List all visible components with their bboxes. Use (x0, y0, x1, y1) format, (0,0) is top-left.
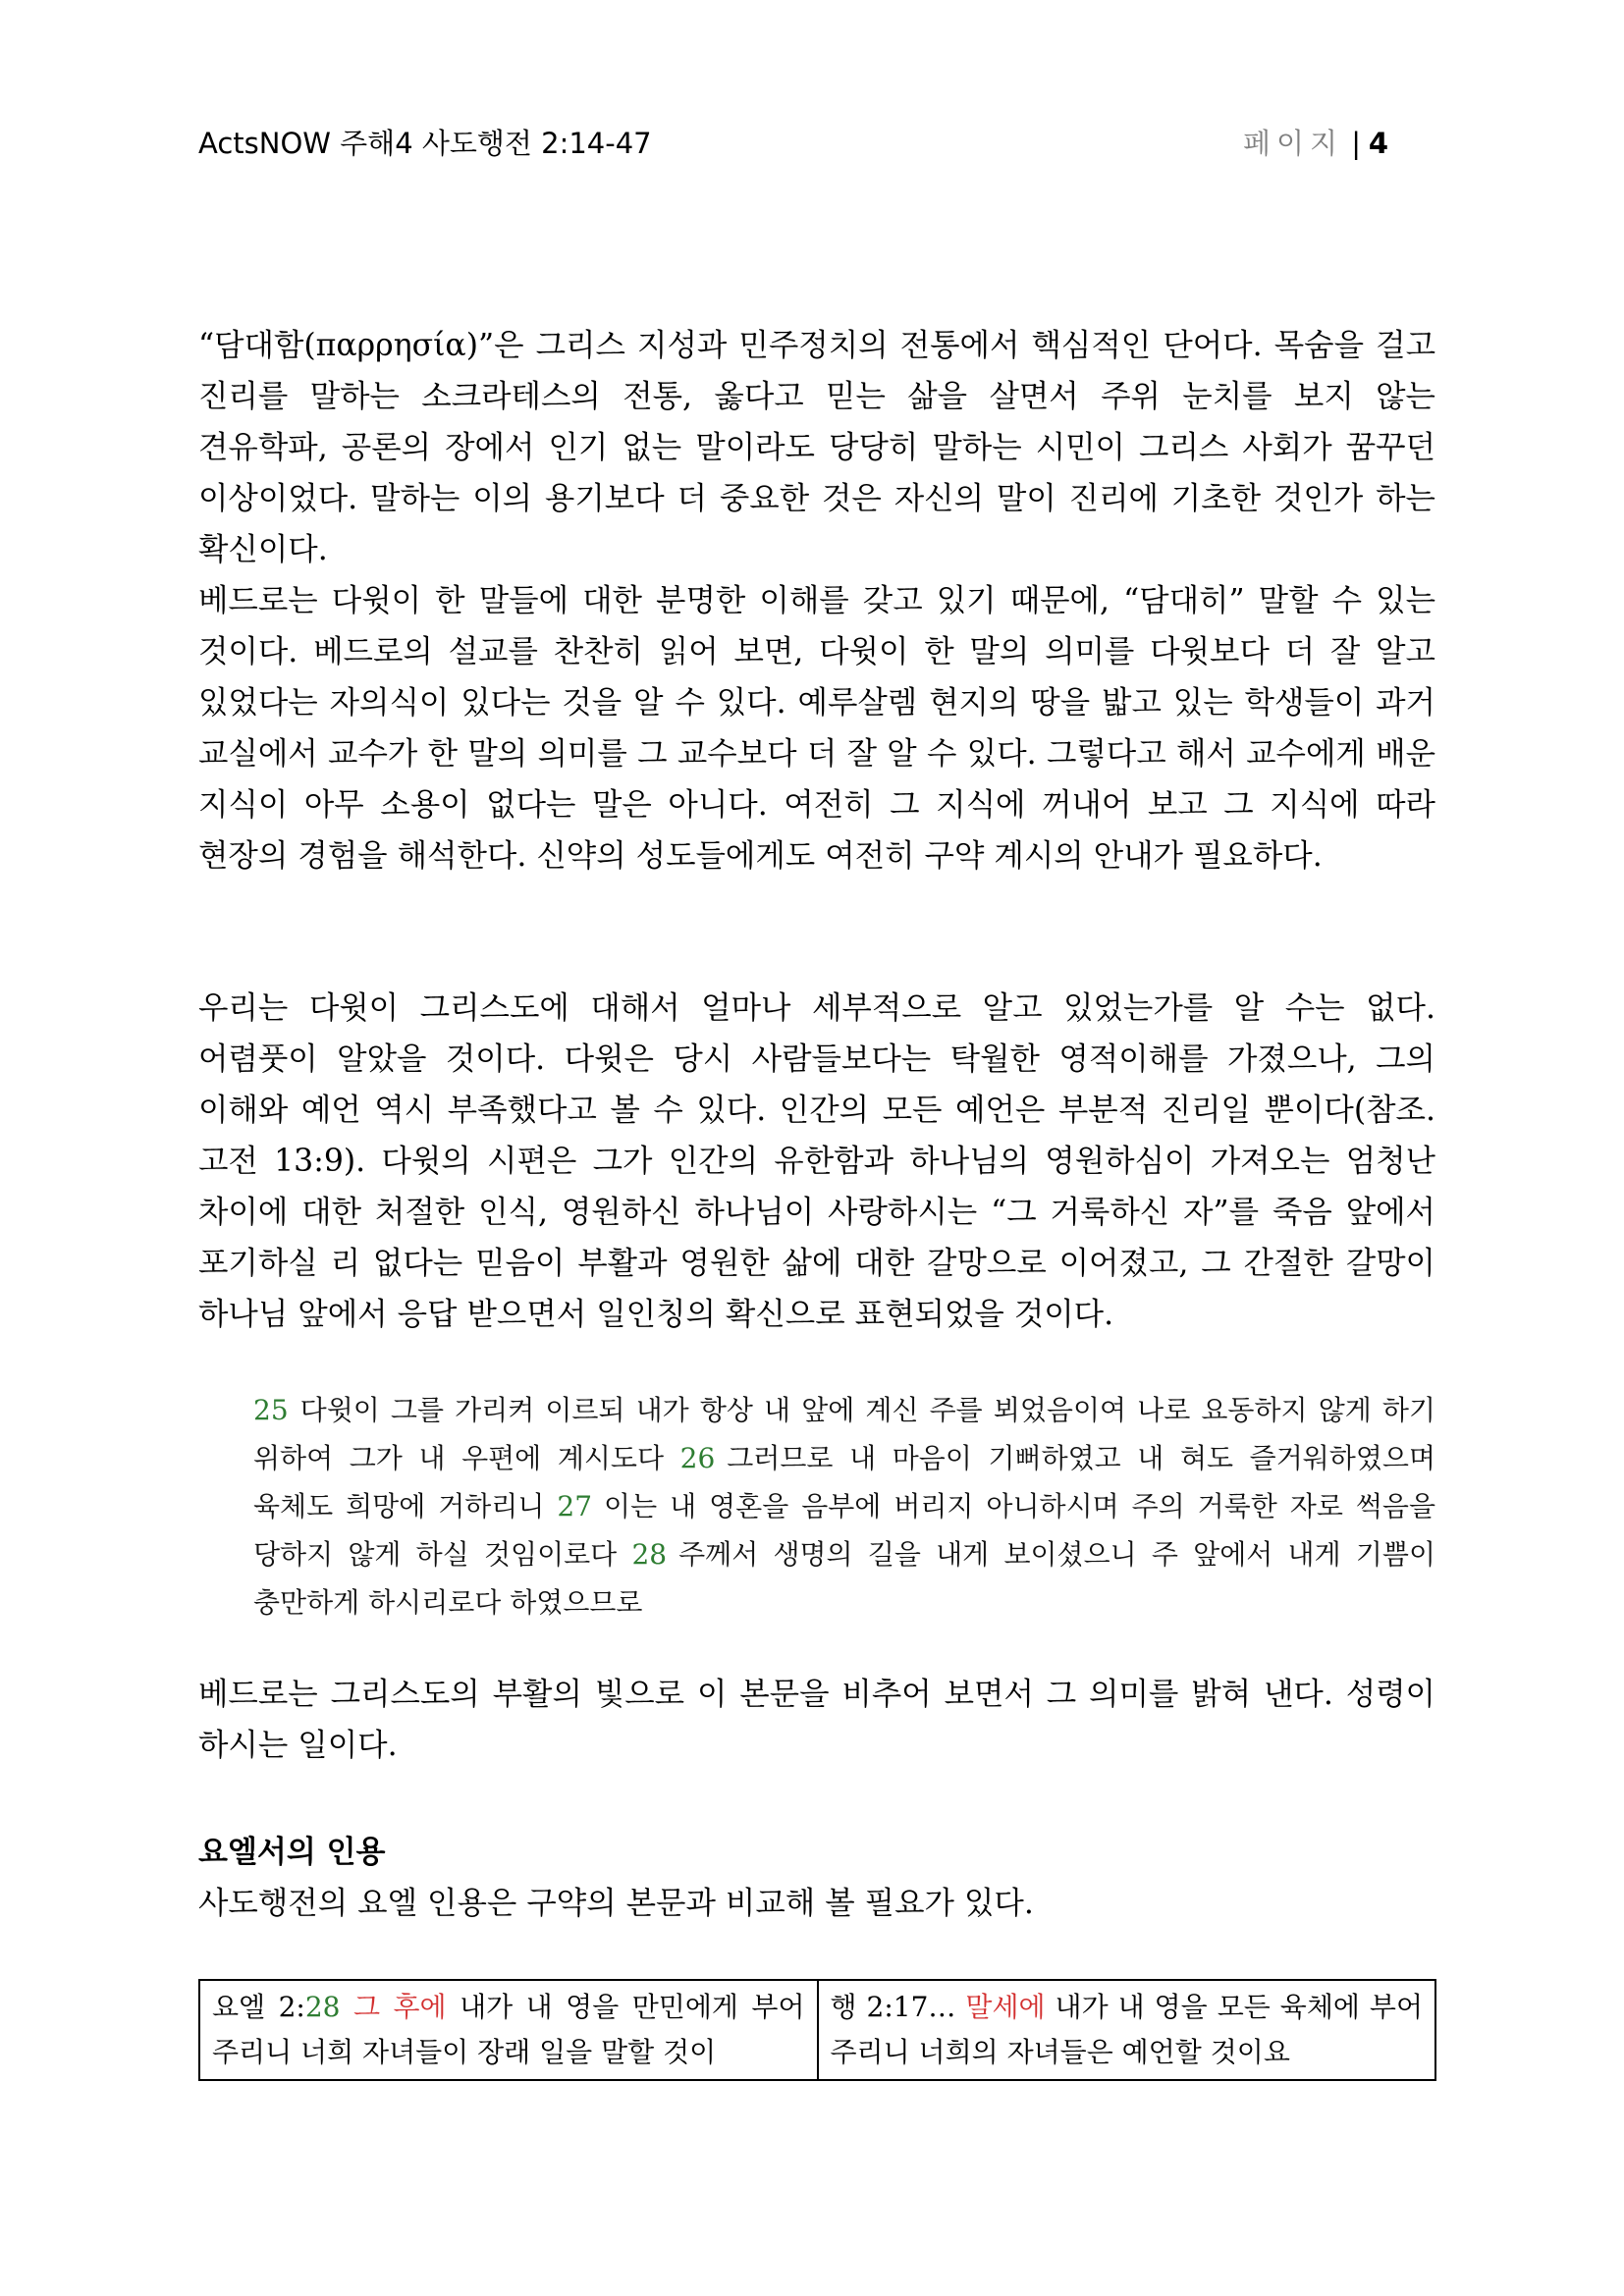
document-title: ActsNOW 주해4 사도행전 2:14-47 (198, 127, 652, 160)
comparison-table (198, 1979, 1436, 2081)
acts-cell (818, 1980, 1436, 2080)
page-separator: | (1351, 127, 1361, 160)
verse-number: 28 (631, 1538, 668, 1571)
verse-number: 25 (253, 1394, 289, 1426)
page-number: 4 (1368, 127, 1388, 160)
verse-text: 다윗이 그를 가리켜 이르되 내가 항상 내 앞에 계신 주를 뵈었음이여 나로 요동하지 않게 하기 위하여 그가 내 우편에 계시도다 (253, 1394, 1435, 1474)
verse-text: 이는 내 영혼을 음부에 버리지 아니하시며 주의 거룩한 자로 썩음을 당하지 않게 하실 것임이로다 (253, 1490, 1435, 1571)
scripture-quote (253, 1386, 1435, 1627)
acts-text: 내가 내 영을 모든 육체에 부어 주리니 너희의 자녀들은 예언할 것이요 (830, 1991, 1423, 2068)
joel-highlight: 그 후에 (352, 1991, 447, 2023)
joel-text: 내가 내 영을 만민에게 부어 주리니 너희 자녀들이 장래 일을 말할 것이 (212, 1991, 805, 2068)
acts-ref: 행 2:17… (830, 1991, 956, 2023)
verse-number: 26 (679, 1442, 716, 1474)
verse-text: 주께서 생명의 길을 내게 보이셨으니 주 앞에서 내게 기쁨이 충만하게 하시리로다 하였으므로 (253, 1538, 1435, 1619)
paragraph-david-understanding: 우리는 다윗이 그리스도에 대해서 얼마나 세부적으로 알고 있었는가를 알 수는 없다. 어렴풋이 알았을 것이다. 다윗은 당시 사람들보다는 탁월한 영적이해를 가졌으나, 그의 이해와 예언 역시 부족했다고 볼 수 있다. 인간의 모든 예언은 부분적 진리일 뿐이다(참조. 고전 13:9). 다윗의 시편은 그가 인간의 유한함과 하나님의 영원하심이 가져오는 엄청난 차이에 대한 처절한 인식, 영원하신 하나님이 사랑하시는 “그 거룩하신 자”를 죽음 앞에서 포기하실 리 없다는 믿음이 부활과 영원한 삶에 대한 갈망으로 이어졌고, 그 간절한 갈망이 하나님 앞에서 응답 받으면서 일인칭의 확신으로 표현되었을 것이다. (198, 990, 1435, 1332)
joel-ref-verse: 28 (304, 1991, 341, 2023)
paragraph-peter-boldness: 베드로는 다윗이 한 말들에 대한 분명한 이해를 갖고 있기 때문에, “담대히” 말할 수 있는 것이다. 베드로의 설교를 찬찬히 읽어 보면, 다윗이 한 말의 의미를 다윗보다 더 잘 알고 있었다는 자의식이 있다는 것을 알 수 있다. 예루살렘 현지의 땅을 밟고 있는 학생들이 과거 교실에서 교수가 한 말의 의미를 그 교수보다 더 잘 알 수 있다. 그렇다고 해서 교수에게 배운 지식이 아무 소용이 없다는 말은 아니다. 여전히 그 지식에 꺼내어 보고 그 지식에 따라 현장의 경험을 해석한다. 신약의 성도들에게도 여전히 구약 계시의 안내가 필요하다. (198, 583, 1435, 874)
section-heading: 요엘서의 인용 (198, 1835, 386, 1870)
joel-ref-prefix: 요엘 2: (212, 1991, 305, 2023)
paragraph-resurrection-light: 베드로는 그리스도의 부활의 빛으로 이 본문을 비추어 보면서 그 의미를 밝혀 낸다. 성령이 하시는 일이다. (198, 1677, 1435, 1763)
paragraph-parrhesia: “담대함(παρρησία)”은 그리스 지성과 민주정치의 전통에서 핵심적인 단어다. 목숨을 걸고 진리를 말하는 소크라테스의 전통, 옳다고 믿는 삶을 살면서 주위 눈치를 보지 않는 견유학파, 공론의 장에서 인기 없는 말이라도 당당히 말하는 시민이 그리스 사회가 꿈꾸던 이상이었다. 말하는 이의 용기보다 더 중요한 것은 자신의 말이 진리에 기초한 것인가 하는 확신이다. (198, 328, 1435, 567)
joel-cell (199, 1980, 818, 2080)
acts-highlight: 말세에 (965, 1991, 1046, 2023)
page-label: 페이지 (1242, 127, 1343, 160)
paragraph-joel-intro: 사도행전의 요엘 인용은 구약의 본문과 비교해 볼 필요가 있다. (198, 1886, 1034, 1921)
verse-number: 27 (557, 1490, 593, 1522)
table-row (199, 1980, 1435, 2080)
verse-text: 그러므로 내 마음이 기뻐하였고 내 혀도 즐거워하였으며 육체도 희망에 거하리니 (253, 1442, 1435, 1522)
